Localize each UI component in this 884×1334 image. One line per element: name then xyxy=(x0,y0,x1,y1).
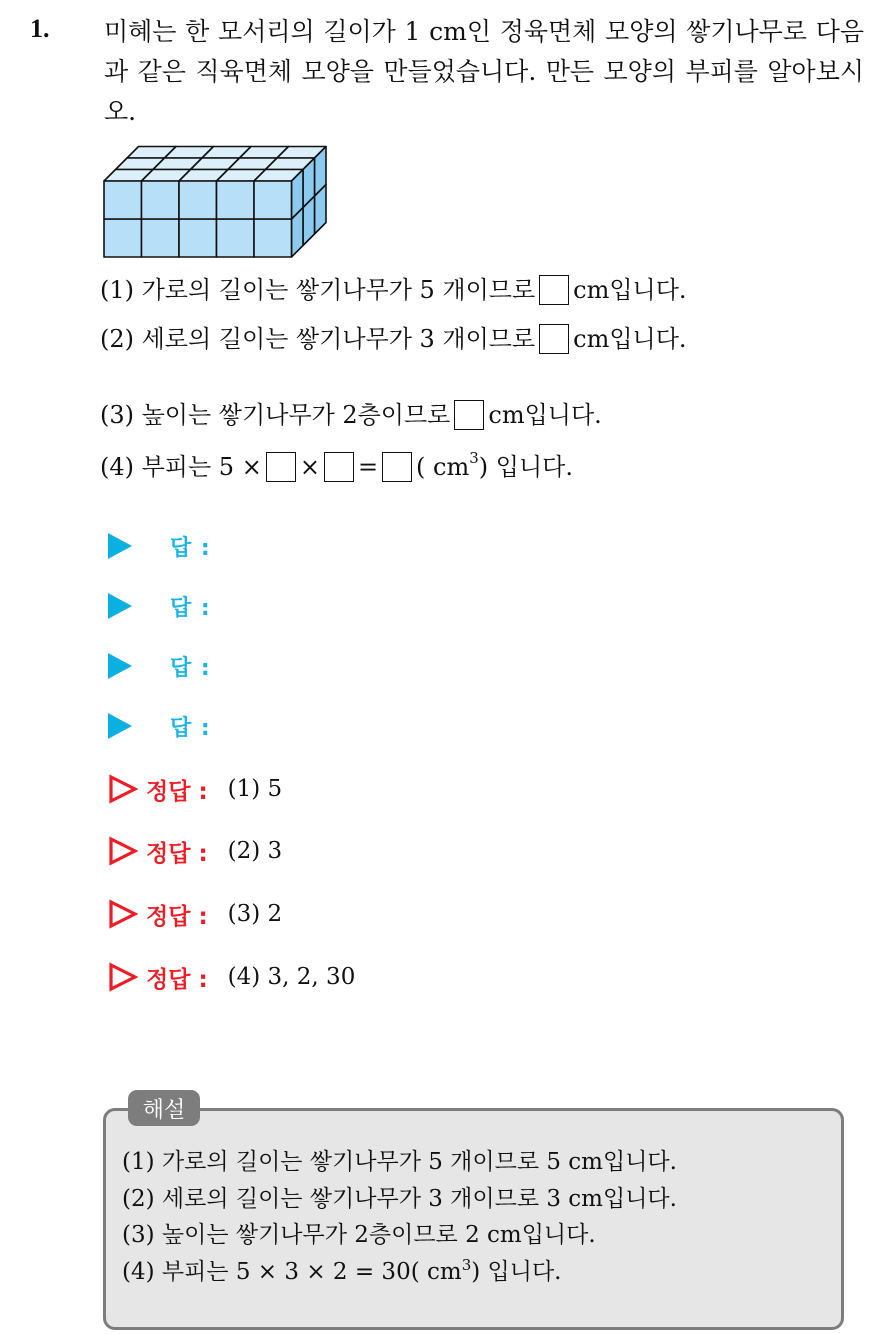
unit-exponent: 3 xyxy=(469,449,479,467)
explanation-line-4 xyxy=(122,1254,677,1293)
explanation-line-3: (3) 높이는 쌓기나무가 2층이므로 2 cm입니다. xyxy=(122,1222,596,1248)
explanation-title: 해설 xyxy=(128,1090,200,1126)
correct-answer-3 xyxy=(108,894,282,934)
cube-front-face xyxy=(179,181,217,219)
play-arrow-icon xyxy=(108,593,132,619)
outline-triangle-icon xyxy=(108,836,138,866)
answer-blank-factor-2[interactable] xyxy=(324,452,354,482)
correct-value: (4) 3, 2, 30 xyxy=(227,964,356,990)
explanation-line-1: (1) 가로의 길이는 쌓기나무가 5 개이므로 5 cm입니다. xyxy=(122,1149,677,1175)
correct-label: 정답 : xyxy=(146,966,208,993)
cube-front-face xyxy=(142,219,180,257)
correct-value: (3) 2 xyxy=(227,901,283,927)
correct-label: 정답 : xyxy=(146,840,208,867)
question-text: 미혜는 한 모서리의 길이가 1 cm인 정육면체 모양의 쌓기나무로 다음과 같은 직육면체 모양을 만들었습니다. 만든 모양의 부피를 알아보시오. xyxy=(104,17,864,126)
answer-label: 답 : xyxy=(170,595,211,621)
subquestion-2-text: (2) 세로의 길이는 쌓기나무가 3 개이므로 xyxy=(100,325,536,353)
correct-value: (1) 5 xyxy=(227,776,283,802)
play-arrow-icon xyxy=(108,533,132,559)
subquestion-3 xyxy=(100,398,602,432)
subquestion-4-text: (4) 부피는 5 × xyxy=(100,453,262,481)
correct-label: 정답 : xyxy=(146,903,208,930)
subquestion-1 xyxy=(100,273,687,307)
answer-blank-factor-1[interactable] xyxy=(266,452,296,482)
cube-front-face xyxy=(142,181,180,219)
subquestion-2 xyxy=(100,322,687,356)
play-arrow-icon xyxy=(108,653,132,679)
explanation-line-4-text: (4) 부피는 5 × 3 × 2 = 30( cm xyxy=(122,1258,462,1285)
times-sign: × xyxy=(299,453,320,481)
answer-blank-height[interactable] xyxy=(454,400,484,430)
answer-blank-width[interactable] xyxy=(539,275,569,305)
subquestion-1-unit: cm입니다. xyxy=(573,276,687,304)
outline-triangle-icon xyxy=(108,962,138,992)
cube-front-face xyxy=(254,219,292,257)
subquestion-2-unit: cm입니다. xyxy=(573,325,687,353)
correct-answer-4 xyxy=(108,957,355,997)
answer-row-2[interactable] xyxy=(108,588,211,624)
answer-label: 답 : xyxy=(170,655,211,681)
unit-close: ) 입니다. xyxy=(478,453,573,481)
cube-front-face xyxy=(217,219,255,257)
answer-blank-volume[interactable] xyxy=(382,452,412,482)
cube-front-face xyxy=(217,181,255,219)
question-number: 1. xyxy=(30,14,50,43)
cuboid-figure xyxy=(100,130,345,260)
play-arrow-icon xyxy=(108,713,132,739)
outline-triangle-icon xyxy=(108,774,138,804)
cube-front-face xyxy=(254,181,292,219)
explanation-unit-exponent: 3 xyxy=(461,1255,472,1274)
subquestion-1-text: (1) 가로의 길이는 쌓기나무가 5 개이므로 xyxy=(100,276,536,304)
subquestion-3-text: (3) 높이는 쌓기나무가 2층이므로 xyxy=(100,401,451,429)
cube-front-face xyxy=(104,181,142,219)
correct-answer-1 xyxy=(108,769,282,809)
explanation-line-2: (2) 세로의 길이는 쌓기나무가 3 개이므로 3 cm입니다. xyxy=(122,1185,677,1212)
correct-label: 정답 : xyxy=(146,778,208,805)
unit-open: ( cm xyxy=(416,453,470,481)
outline-triangle-icon xyxy=(108,899,138,929)
explanation-line-4-end: ) 입니다. xyxy=(471,1258,562,1285)
cube-front-face xyxy=(104,219,142,257)
equals-sign: = xyxy=(357,453,379,481)
answer-row-1[interactable] xyxy=(108,528,211,564)
answer-row-3[interactable] xyxy=(108,648,211,684)
subquestion-3-unit: cm입니다. xyxy=(488,401,602,429)
correct-value: (2) 3 xyxy=(227,838,283,864)
explanation-lines xyxy=(122,1144,677,1292)
correct-answer-2 xyxy=(108,831,282,871)
answer-row-4[interactable] xyxy=(108,708,211,744)
answer-label: 답 : xyxy=(170,715,211,741)
answer-label: 답 : xyxy=(170,535,211,561)
subquestion-4 xyxy=(100,450,573,484)
cube-front-face xyxy=(179,219,217,257)
answer-blank-length[interactable] xyxy=(539,324,569,354)
